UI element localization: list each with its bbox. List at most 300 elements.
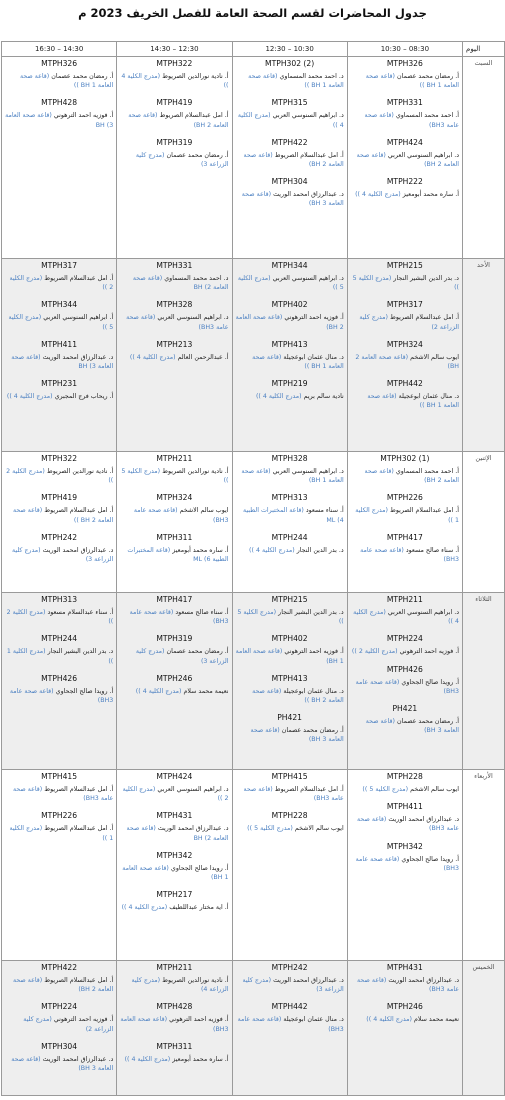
room-label: (قاعة صحة عامة BH3) — [357, 816, 459, 833]
instructor-name: أ. ساره محمد أبومعيز — [172, 1055, 229, 1063]
lecture-detail — [5, 274, 113, 292]
course-code: MTPH426 — [386, 664, 423, 674]
lecture-entry — [236, 772, 344, 803]
lecture-entry — [120, 98, 228, 129]
lecture-detail — [120, 824, 228, 842]
schedule-cell — [2, 259, 117, 452]
room-label: (قاعة صحة عامة BH3) — [360, 546, 459, 564]
room-label: (مدرج الكلية 2 )) — [351, 648, 398, 656]
lecture-entry — [120, 811, 228, 842]
instructor-name: أ. رمضان محمد عصمان — [166, 648, 229, 656]
lecture-entry — [120, 851, 228, 882]
day-column-header: اليوم — [463, 42, 505, 57]
course-code: MTPH302 (1) — [380, 454, 430, 463]
lecture-entry — [351, 634, 459, 656]
instructor-name: أ. رمضان محمد عصمان — [166, 151, 229, 159]
day-row — [2, 259, 505, 452]
course-code: MTPH313 — [41, 595, 78, 604]
course-code: MTPH317 — [41, 261, 78, 270]
lecture-detail — [236, 687, 344, 705]
course-code: MTPH231 — [41, 379, 78, 389]
schedule-cell — [2, 593, 117, 770]
lecture-entry — [351, 493, 459, 524]
lecture-entry — [351, 704, 459, 735]
instructor-name: أ. فوزيه احمد الترهوني — [284, 648, 344, 656]
lecture-detail — [351, 717, 459, 735]
course-code: MTPH328 — [271, 454, 308, 463]
schedule-cell — [347, 593, 462, 770]
room-label: (قاعة صحة عامة BH3) — [9, 687, 114, 705]
lecture-detail — [120, 546, 228, 564]
course-code: MTPH342 — [386, 841, 423, 851]
room-label: (مدرج الكلية 2 )) — [122, 786, 229, 803]
time-slot-header: 10:30 – 12:30 — [232, 42, 347, 57]
lecture-detail — [5, 1055, 113, 1073]
course-code: MTPH244 — [41, 634, 78, 644]
instructor-name: د. عبدالرزاق امحمد الوريث — [273, 191, 344, 199]
lecture-detail — [236, 274, 344, 292]
course-code: MTPH319 — [156, 137, 193, 147]
day-name: الثلاثاء — [463, 593, 505, 770]
schedule-body — [2, 57, 505, 1096]
room-label: (قاعة صحة العامة 2 BH) — [243, 151, 344, 169]
lecture-detail — [5, 824, 113, 842]
instructor-name: أ. امل عبدالسلام الصريوط — [390, 314, 459, 322]
lecture-entry — [351, 595, 459, 626]
schedule-cell — [117, 961, 232, 1096]
course-code: MTPH426 — [41, 673, 78, 683]
instructor-name: د. منال عثمان ابوعجيلة — [283, 353, 344, 361]
room-label: (قاعة صحة العامة BH 3) — [365, 718, 459, 735]
instructor-name: أ. سناء صالح مسعود — [405, 546, 459, 554]
instructor-name: أ. امل عبدالسلام الصريوط — [44, 977, 114, 984]
instructor-name: د. عبدالرزاق امحمد الوريث — [157, 825, 229, 833]
lecture-entry — [5, 634, 113, 665]
schedule-cell — [117, 770, 232, 961]
instructor-name: د. ابراهيم السنوسي العربي — [272, 112, 344, 120]
course-code: MTPH402 — [271, 634, 308, 644]
room-label: (مدرج كلية الزراعة 3) — [135, 151, 229, 169]
day-row — [2, 452, 505, 593]
course-code: MTPH226 — [41, 811, 78, 821]
lecture-detail — [120, 1015, 228, 1033]
lecture-entry — [5, 261, 113, 292]
instructor-name: د. ابراهيم السنوسي العربي — [387, 609, 459, 616]
course-code: MTPH217 — [156, 890, 193, 900]
lecture-entry — [351, 59, 459, 90]
course-code: MTPH422 — [271, 137, 308, 147]
instructor-name: د. ابراهيم السنوسي العربي — [157, 786, 229, 793]
lecture-entry — [236, 177, 344, 208]
lecture-entry — [351, 802, 459, 833]
room-label: (مدرج الكلية 4 )) — [121, 904, 168, 912]
course-code: MTPH402 — [271, 300, 308, 310]
lecture-detail — [5, 72, 113, 90]
lecture-entry — [351, 300, 459, 331]
course-code: MTPH415 — [41, 772, 78, 781]
lecture-entry — [5, 674, 113, 705]
lecture-entry — [236, 1002, 344, 1033]
lecture-detail — [351, 274, 459, 292]
lecture-detail — [5, 647, 113, 665]
lecture-detail — [236, 190, 344, 208]
instructor-name: أ. رمضان محمد عصمان — [397, 73, 459, 80]
course-code: MTPH211 — [156, 454, 193, 463]
course-code: MTPH219 — [271, 379, 308, 389]
time-slot-header: 08:30 – 10:30 — [347, 42, 462, 57]
lecture-entry — [120, 138, 228, 169]
course-code: MTPH304 — [41, 1041, 78, 1051]
course-code: MTPH331 — [386, 98, 423, 108]
lecture-detail — [351, 815, 459, 833]
lecture-detail — [351, 785, 459, 794]
lecture-entry — [120, 261, 228, 292]
lecture-detail — [120, 353, 228, 362]
lecture-detail — [5, 608, 113, 626]
lecture-entry — [5, 772, 113, 803]
lecture-detail — [351, 111, 459, 129]
instructor-name: د. ابراهيم السنوسي العربي — [272, 468, 344, 475]
lecture-entry — [120, 1042, 228, 1064]
course-code: MTPH226 — [386, 493, 423, 503]
instructor-name: د. عبدالرزاق امحمد الوريث — [42, 1055, 114, 1063]
lecture-entry — [236, 300, 344, 331]
lecture-detail — [351, 392, 459, 410]
instructor-name: د. ابراهيم السنوسي العربي — [157, 314, 229, 322]
schedule-cell — [232, 961, 347, 1096]
schedule-cell — [117, 57, 232, 259]
lecture-detail — [236, 353, 344, 371]
lecture-entry — [351, 98, 459, 129]
room-label: (قاعة صحة عامة BH3) — [133, 507, 229, 524]
course-code: MTPH315 — [271, 98, 308, 108]
course-code: MTPH228 — [271, 811, 308, 821]
room-label: (قاعة صحة عامة BH3) — [357, 977, 459, 994]
course-code: MTPH424 — [386, 137, 423, 147]
lecture-detail — [120, 467, 228, 485]
schedule-cell — [117, 259, 232, 452]
course-code: MTPH246 — [156, 673, 193, 683]
lecture-entry — [236, 379, 344, 401]
lecture-detail — [5, 353, 113, 371]
instructor-name: د. بدر الدين البشير النجار — [47, 648, 114, 656]
lecture-detail — [120, 976, 228, 994]
course-code: MTPH319 — [156, 634, 193, 644]
lecture-detail — [120, 506, 228, 524]
instructor-name: أ. امل عبدالسلام الصريوط — [390, 507, 459, 515]
course-code: MTPH313 — [271, 493, 308, 503]
lecture-detail — [236, 506, 344, 524]
course-code: MTPH324 — [156, 493, 193, 503]
instructor-name: أ. فوزيه احمد الترهوني — [169, 1016, 229, 1024]
room-label: (مدرج الكلية 5 )) — [237, 275, 344, 292]
schedule-cell — [2, 770, 117, 961]
lecture-detail — [120, 111, 228, 129]
lecture-detail — [120, 785, 228, 803]
lecture-entry — [236, 261, 344, 292]
lecture-entry — [120, 963, 228, 994]
lecture-detail — [5, 785, 113, 803]
room-label: (مدرج الكلية 4 )) — [124, 1055, 171, 1063]
course-code: MTPH442 — [386, 379, 423, 389]
course-code: MTPH422 — [41, 963, 78, 972]
schedule-cell — [2, 961, 117, 1096]
lecture-detail — [351, 353, 459, 371]
schedule-cell — [117, 593, 232, 770]
instructor-name: أ. رويدا صالح الجحاوي — [401, 678, 459, 686]
room-label: (قاعة المختبرات الطبية ML (4 — [242, 507, 344, 524]
lecture-detail — [5, 546, 113, 564]
lecture-detail — [5, 976, 113, 994]
lecture-entry — [351, 665, 459, 696]
room-label: (مدرج كلية الزراعة 2) — [359, 314, 459, 331]
room-label: (قاعة صحة العامة 2 BH) — [12, 977, 114, 994]
instructor-name: أ. نادية نورالدين الصريوط — [162, 977, 229, 984]
instructor-name: أ. سناء صالح مسعود — [175, 609, 229, 616]
instructor-name: أ. اية مختار عبداللطيف — [169, 904, 229, 912]
day-row — [2, 961, 505, 1096]
room-label: (قاعة صحة العامة BH (3 — [5, 112, 114, 129]
schedule-cell — [232, 57, 347, 259]
instructor-name: أ. رويدا صالح الجحاوي — [401, 855, 459, 863]
lecture-entry — [351, 842, 459, 873]
instructor-name: د. احمد محمد المسماوي — [279, 73, 344, 80]
time-slot-header: 12:30 – 14:30 — [117, 42, 232, 57]
schedule-cell — [232, 593, 347, 770]
lecture-entry — [236, 713, 344, 744]
lecture-detail — [120, 313, 228, 331]
room-label: (قاعة صحة العامة 2 BH) — [356, 151, 459, 169]
course-code: MTPH344 — [41, 300, 78, 310]
lecture-entry — [351, 138, 459, 169]
day-name: السبت — [463, 57, 505, 259]
room-label: (قاعة صحة العامة 2 BH) — [355, 353, 459, 371]
instructor-name: نادية سالم بريم — [303, 393, 344, 401]
instructor-name: أ. احمد محمد المسماوي — [395, 112, 459, 120]
instructor-name: أ. امل عبدالسلام الصريوط — [44, 786, 114, 793]
room-label: (مدرج الكلية 5 )) — [352, 275, 459, 292]
room-label: (مدرج كلية الزراعة 4) — [131, 977, 229, 994]
schedule-cell — [232, 259, 347, 452]
room-label: (قاعة صحة العامة 1 BH )) — [365, 73, 459, 90]
room-label: (قاعة صحة عامة BH3) — [355, 855, 459, 872]
course-code: MTPH242 — [41, 532, 78, 542]
lecture-detail — [5, 506, 113, 524]
room-label: (مدرج الكلية 5 )) — [8, 314, 114, 331]
lecture-detail — [120, 72, 228, 90]
course-code: MTPH322 — [41, 454, 78, 463]
instructor-name: د. عبدالرزاق امحمد الوريث — [42, 546, 114, 554]
instructor-name: أ. امل عبدالسلام الصريوط — [44, 275, 114, 282]
day-name: الخميس — [463, 961, 505, 1096]
room-label: (مدرج الكلية 2 )) — [6, 609, 114, 626]
room-label: (مدرج الكلية 4 )) — [249, 546, 295, 554]
course-code: MTPH415 — [271, 772, 308, 781]
instructor-name: د. عبدالرزاق امحمد الوريث — [42, 353, 114, 361]
course-code: MTPH304 — [271, 177, 308, 187]
course-code: MTPH442 — [271, 1002, 308, 1012]
lecture-entry — [236, 493, 344, 524]
instructor-name: د. بدر الدين البشير النجار — [278, 609, 344, 616]
course-code: MTPH344 — [271, 261, 308, 270]
room-label: (مدرج الكلية 4 )) — [255, 393, 302, 401]
course-code: MTPH331 — [156, 261, 193, 270]
room-label: (مدرج الكلية 4 )) — [366, 1016, 412, 1024]
lecture-entry — [236, 674, 344, 705]
lecture-detail — [5, 467, 113, 485]
room-label: (قاعة المختبرات الطبية ML (6 — [127, 546, 229, 564]
instructor-name: أ. امل عبدالسلام الصريوط — [44, 825, 114, 833]
time-slot-header: 14:30 – 16:30 — [2, 42, 117, 57]
lecture-detail — [5, 313, 113, 331]
lecture-entry — [120, 772, 228, 803]
room-label: (مدرج الكلية 5 )) — [121, 468, 229, 485]
lecture-detail — [236, 647, 344, 665]
room-label: (قاعة صحة عامة BH3) — [355, 678, 459, 695]
lecture-entry — [351, 261, 459, 292]
instructor-name: أ. امل عبدالسلام الصريوط — [274, 786, 344, 793]
instructor-name: أ. فوزيه احمد الترهوني — [399, 648, 459, 656]
lecture-detail — [236, 824, 344, 833]
lecture-detail — [236, 546, 344, 555]
room-label: (قاعة صحة العامة 3 BH) — [241, 191, 344, 208]
room-label: (مدرج الكلية 4 )) — [237, 112, 344, 129]
lecture-entry — [120, 454, 228, 485]
instructor-name: أ. ابراهيم السنوسي العربي — [43, 314, 114, 322]
lecture-entry — [120, 634, 228, 665]
schedule-cell — [347, 259, 462, 452]
course-code: MTPH419 — [41, 493, 78, 503]
room-label: (مدرج الكلية 4 )) — [121, 73, 229, 90]
lecture-entry — [120, 595, 228, 626]
room-label: (قاعة صحة عامة BH3) — [126, 314, 229, 331]
instructor-name: ايوب سالم الاشخم — [294, 825, 344, 833]
lecture-entry — [236, 98, 344, 129]
room-label: (مدرج الكلية 5 )) — [237, 609, 344, 626]
instructor-name: أ. امل عبدالسلام الصريوط — [274, 151, 344, 159]
lecture-entry — [236, 454, 344, 485]
instructor-name: د. عبدالرزاق امحمد الوريث — [388, 816, 459, 824]
instructor-name: نعيمة محمد سلام — [183, 687, 229, 695]
lecture-entry — [5, 340, 113, 371]
instructor-name: د. ابراهيم السنوسي العربي — [387, 151, 459, 159]
lecture-detail — [236, 1015, 344, 1033]
course-code: MTPH322 — [156, 59, 193, 68]
instructor-name: د. منال عثمان ابوعجيلة — [283, 687, 344, 695]
lecture-detail — [236, 726, 344, 744]
course-code: MTPH211 — [156, 963, 193, 972]
lecture-detail — [351, 1015, 459, 1024]
course-code: MTPH413 — [271, 673, 308, 683]
lecture-detail — [120, 687, 228, 696]
day-row — [2, 593, 505, 770]
course-code: MTPH342 — [156, 850, 193, 860]
lecture-entry — [5, 963, 113, 994]
lecture-detail — [236, 608, 344, 626]
lecture-entry — [5, 98, 113, 129]
lecture-detail — [120, 903, 228, 912]
instructor-name: ايوب سالم الاشخم — [410, 353, 459, 361]
lecture-entry — [5, 811, 113, 842]
lecture-entry — [120, 340, 228, 362]
room-label: (قاعة صحة العامة 1 BH) — [122, 864, 229, 882]
lecture-detail — [351, 190, 459, 199]
room-label: (قاعة صحة العامة 1 BH) — [241, 468, 344, 485]
course-code: MTPH311 — [156, 1041, 193, 1051]
lecture-entry — [236, 595, 344, 626]
course-code: MTPH244 — [271, 532, 308, 542]
course-code: MTPH317 — [386, 300, 423, 310]
lecture-detail — [351, 151, 459, 169]
lecture-entry — [236, 533, 344, 555]
day-name: الإثنين — [463, 452, 505, 593]
course-code: MTPH324 — [386, 339, 423, 349]
schedule-cell — [347, 770, 462, 961]
course-code: MTPH246 — [386, 1002, 423, 1012]
instructor-name: د. ابراهيم السنوسي العربي — [272, 275, 344, 282]
course-code: MTPH411 — [41, 339, 78, 349]
room-label: (قاعة صحة عامة BH3) — [129, 609, 229, 626]
lecture-detail — [351, 976, 459, 994]
room-label: (قاعة صحة العامة 3 BH) — [11, 1055, 114, 1073]
lecture-entry — [5, 493, 113, 524]
instructor-name: أ. امل عبدالسلام الصريوط — [159, 112, 229, 120]
lecture-entry — [5, 1002, 113, 1033]
lecture-detail — [236, 467, 344, 485]
instructor-name: أ. امل عبدالسلام الصريوط — [44, 507, 114, 515]
lecture-entry — [120, 59, 228, 90]
instructor-name: نعيمة محمد سلام — [413, 1016, 459, 1024]
lecture-detail — [120, 864, 228, 882]
course-code: MTPH417 — [156, 595, 193, 604]
course-code: MTPH413 — [271, 339, 308, 349]
lecture-detail — [120, 1055, 228, 1064]
course-code: MTPH302 (2) — [265, 59, 315, 68]
lecture-detail — [351, 678, 459, 696]
course-code: MTPH326 — [41, 59, 78, 68]
room-label: (مدرج الكلية 5 )) — [247, 825, 293, 833]
lecture-entry — [5, 379, 113, 401]
lecture-entry — [120, 493, 228, 524]
lecture-detail — [120, 274, 228, 292]
room-label: (مدرج كلية الزراعة 3) — [242, 977, 344, 994]
room-label: (قاعة صحة العامة 2 BH) — [364, 468, 459, 485]
lecture-entry — [120, 300, 228, 331]
room-label: (قاعة صحة العامة 2 BH) — [235, 314, 344, 331]
room-label: (قاعة صحة العامة BH (3 — [11, 353, 114, 371]
instructor-name: أ. ساره محمد أبومعيز — [402, 191, 459, 199]
course-code: MTPH224 — [386, 634, 423, 644]
day-name: الأحد — [463, 259, 505, 452]
lecture-entry — [120, 890, 228, 912]
schedule-cell — [347, 452, 462, 593]
room-label: (قاعة صحة العامة 1 BH )) — [367, 393, 459, 410]
schedule-table — [1, 41, 505, 1096]
room-label: (مدرج الكلية 1 )) — [9, 825, 114, 842]
room-label: (مدرج كلية الزراعة 3) — [135, 648, 229, 665]
day-name: الأربعاء — [463, 770, 505, 961]
instructor-name: د. منال عثمان ابوعجيلة — [283, 1016, 344, 1024]
room-label: (مدرج الكلية 4 )) — [353, 609, 459, 626]
instructor-name: د. عبدالرزاق امحمد الوريث — [273, 977, 344, 984]
schedule-cell — [2, 452, 117, 593]
lecture-entry — [351, 772, 459, 794]
room-label: (قاعة صحة العامة BH (2 — [132, 275, 229, 292]
lecture-detail — [351, 72, 459, 90]
room-label: (قاعة صحة العامة 1 BH) — [235, 648, 344, 665]
lecture-entry — [236, 634, 344, 665]
lecture-entry — [236, 340, 344, 371]
